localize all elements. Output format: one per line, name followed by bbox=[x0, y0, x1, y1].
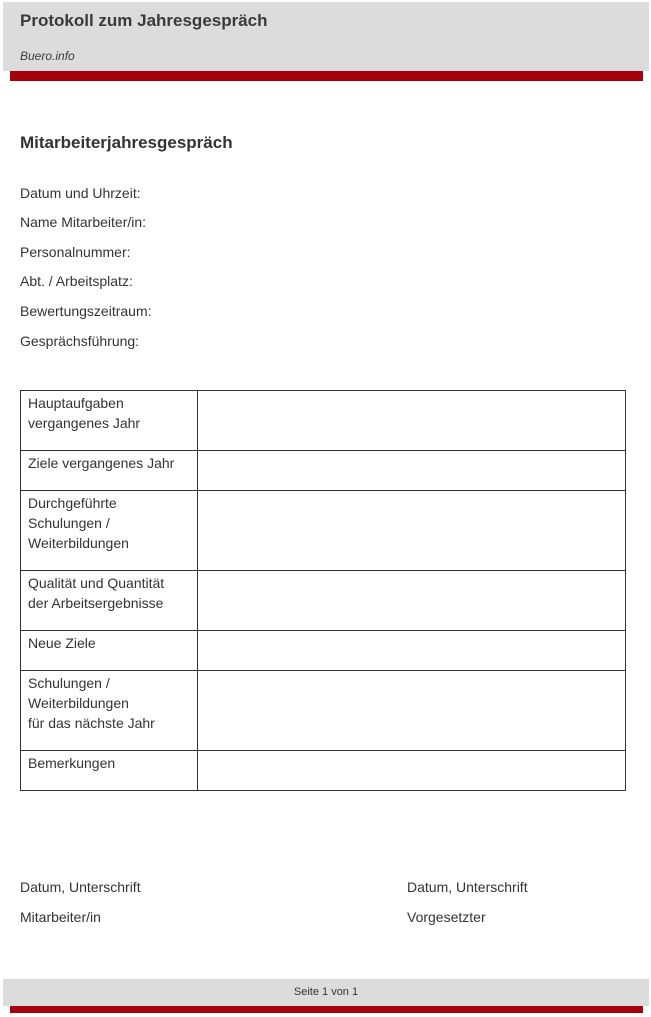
signature-supervisor-role: Vorgesetzter bbox=[407, 909, 486, 925]
signature-employee-role: Mitarbeiter/in bbox=[20, 909, 101, 925]
field-bewertungszeitraum: Bewertungszeitraum: bbox=[20, 303, 152, 319]
label-line: Schulungen / bbox=[28, 515, 110, 531]
table-row-value[interactable] bbox=[198, 451, 626, 491]
label-line: der Arbeitsergebnisse bbox=[28, 595, 164, 611]
table-row-label bbox=[21, 451, 198, 491]
table-row bbox=[21, 451, 626, 491]
table-row-value[interactable] bbox=[198, 571, 626, 631]
field-datum-uhrzeit: Datum und Uhrzeit: bbox=[20, 185, 141, 201]
table-row-value[interactable] bbox=[198, 631, 626, 671]
header-subtitle: Buero.info bbox=[20, 49, 75, 63]
field-name-mitarbeiter: Name Mitarbeiter/in: bbox=[20, 214, 147, 230]
field-abteilung-arbeitsplatz: Abt. / Arbeitsplatz: bbox=[20, 273, 133, 289]
label-line: Schulungen / bbox=[28, 675, 110, 691]
signature-employee-label: Datum, Unterschrift bbox=[20, 879, 141, 895]
table-row-label bbox=[21, 751, 198, 791]
table-row-label bbox=[21, 631, 198, 671]
document-heading: Mitarbeiterjahresgespräch bbox=[20, 133, 233, 152]
label-line: Weiterbildungen bbox=[28, 695, 129, 711]
table-row-value[interactable] bbox=[198, 391, 626, 451]
table-row-label bbox=[21, 391, 198, 451]
page-footer bbox=[3, 979, 649, 1006]
label-line: Durchgeführte bbox=[28, 495, 117, 511]
table-row bbox=[21, 491, 626, 571]
footer-accent-bar bbox=[10, 1006, 643, 1013]
table-row-value[interactable] bbox=[198, 491, 626, 571]
table-row-value[interactable] bbox=[198, 751, 626, 791]
field-personalnummer: Personalnummer: bbox=[20, 244, 131, 260]
table-row bbox=[21, 391, 626, 451]
label-line: Qualität und Quantität bbox=[28, 575, 165, 591]
evaluation-table bbox=[20, 390, 626, 791]
signature-supervisor-label: Datum, Unterschrift bbox=[407, 879, 528, 895]
table-row bbox=[21, 571, 626, 631]
page-header bbox=[3, 2, 649, 71]
label-line: Bemerkungen bbox=[28, 755, 116, 771]
table-row bbox=[21, 751, 626, 791]
table-row-value[interactable] bbox=[198, 671, 626, 751]
label-line: Neue Ziele bbox=[28, 635, 96, 651]
table-row-label bbox=[21, 491, 198, 571]
label-line: für das nächste Jahr bbox=[28, 715, 155, 731]
label-line: vergangenes Jahr bbox=[28, 415, 141, 431]
label-line: Weiterbildungen bbox=[28, 535, 129, 551]
field-gespraechsfuehrung: Gesprächsführung: bbox=[20, 333, 140, 349]
table-row bbox=[21, 671, 626, 751]
table-row-label bbox=[21, 571, 198, 631]
page-number: Seite 1 von 1 bbox=[293, 986, 359, 998]
table-row bbox=[21, 631, 626, 671]
label-line: Ziele vergangenes Jahr bbox=[28, 455, 175, 471]
header-accent-bar bbox=[10, 71, 643, 81]
label-line: Hauptaufgaben bbox=[28, 395, 124, 411]
table-row-label bbox=[21, 671, 198, 751]
header-title: Protokoll zum Jahresgespräch bbox=[20, 11, 268, 30]
